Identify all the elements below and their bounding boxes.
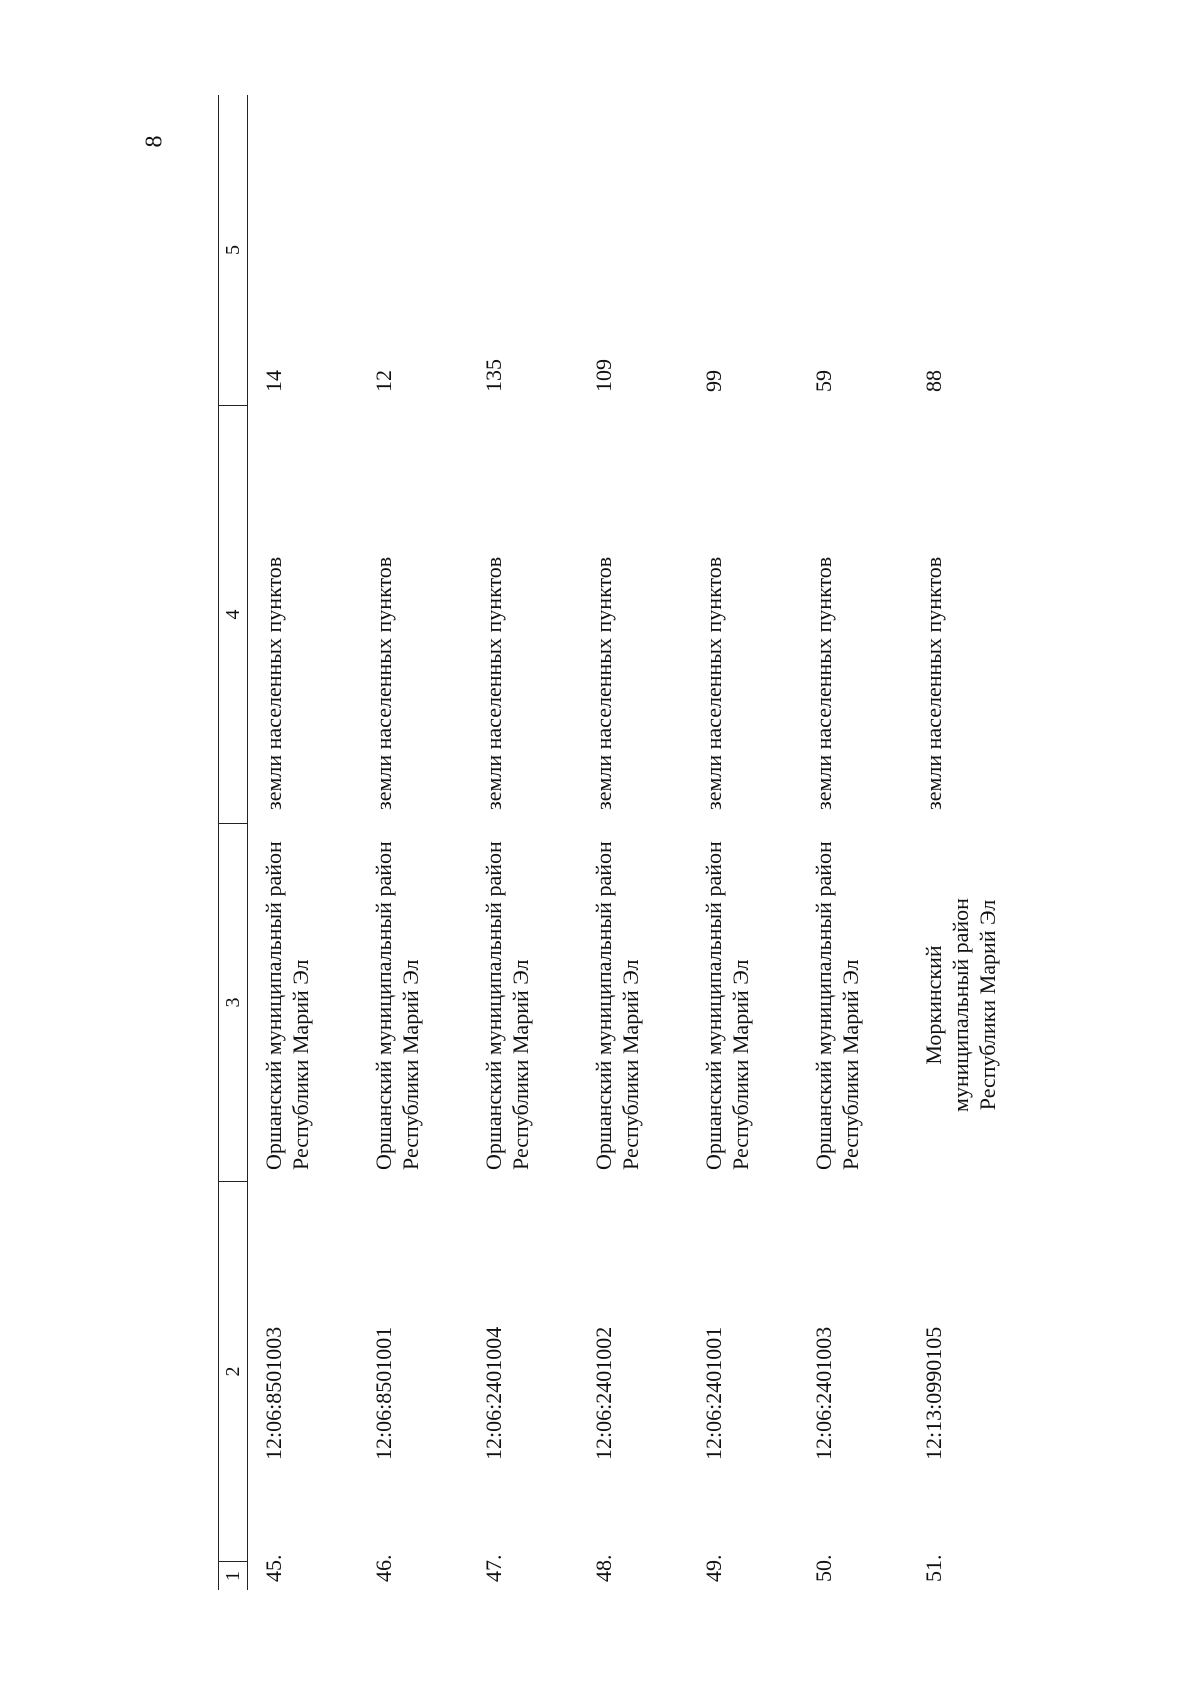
cadastral-code: 12:06:2401004: [481, 1326, 506, 1460]
land-category: земли населенных пунктов: [591, 556, 616, 810]
district-name: Оршанский муниципальный район Республики Марий Эл: [261, 841, 313, 1170]
land-category: земли населенных пунктов: [481, 556, 506, 810]
table-row: [700, 95, 810, 1590]
district-name: Оршанский муниципальный район Республики Марий Эл: [481, 841, 533, 1170]
page-number: 8: [141, 135, 168, 148]
district-name: Оршанский муниципальный район Республики Марий Эл: [701, 841, 753, 1170]
count-value: 88: [921, 370, 946, 392]
land-category: земли населенных пунктов: [371, 556, 396, 810]
cadastral-code: 12:06:8501001: [371, 1326, 396, 1460]
table-row: [260, 95, 370, 1590]
cadastral-code: 12:06:8501003: [261, 1326, 286, 1460]
cadastral-code: 12:06:2401002: [591, 1326, 616, 1460]
header-col-3: 3: [219, 824, 247, 1182]
district-name: Оршанский муниципальный район Республики Марий Эл: [371, 841, 423, 1170]
land-category: земли населенных пунктов: [921, 556, 946, 810]
row-number: 46.: [371, 1554, 396, 1582]
row-number: 49.: [701, 1554, 726, 1582]
land-category: земли населенных пунктов: [811, 556, 836, 810]
table-header: [218, 95, 248, 1590]
rotated-table: [218, 95, 1008, 1590]
row-number: 51.: [921, 1554, 946, 1582]
header-col-1: 1: [221, 1571, 244, 1581]
row-number: 48.: [591, 1554, 616, 1582]
row-number: 47.: [481, 1554, 506, 1582]
table-row: [370, 95, 480, 1590]
count-value: 135: [481, 359, 506, 392]
count-value: 12: [371, 370, 396, 392]
count-value: 59: [811, 370, 836, 392]
header-col-2: 2: [219, 1182, 247, 1562]
land-category: земли населенных пунктов: [701, 556, 726, 810]
district-name: Моркинский муниципальный район Республики Марий Эл: [921, 898, 1000, 1112]
count-value: 14: [261, 370, 286, 392]
count-value: 109: [591, 359, 616, 392]
cadastral-code: 12:13:0990105: [921, 1326, 946, 1460]
district-name: Оршанский муниципальный район Республики Марий Эл: [811, 841, 863, 1170]
cadastral-code: 12:06:2401003: [811, 1326, 836, 1460]
row-number: 45.: [261, 1554, 286, 1582]
table-row: [590, 95, 700, 1590]
table-row: [810, 95, 920, 1590]
table-row: [920, 95, 1008, 1590]
cadastral-code: 12:06:2401001: [701, 1326, 726, 1460]
header-col-4: 4: [219, 406, 247, 824]
row-number: 50.: [811, 1554, 836, 1582]
header-col-5: 5: [219, 95, 247, 406]
land-category: земли населенных пунктов: [261, 556, 286, 810]
district-name: Оршанский муниципальный район Республики Марий Эл: [591, 841, 643, 1170]
table-row: [480, 95, 590, 1590]
count-value: 99: [701, 370, 726, 392]
